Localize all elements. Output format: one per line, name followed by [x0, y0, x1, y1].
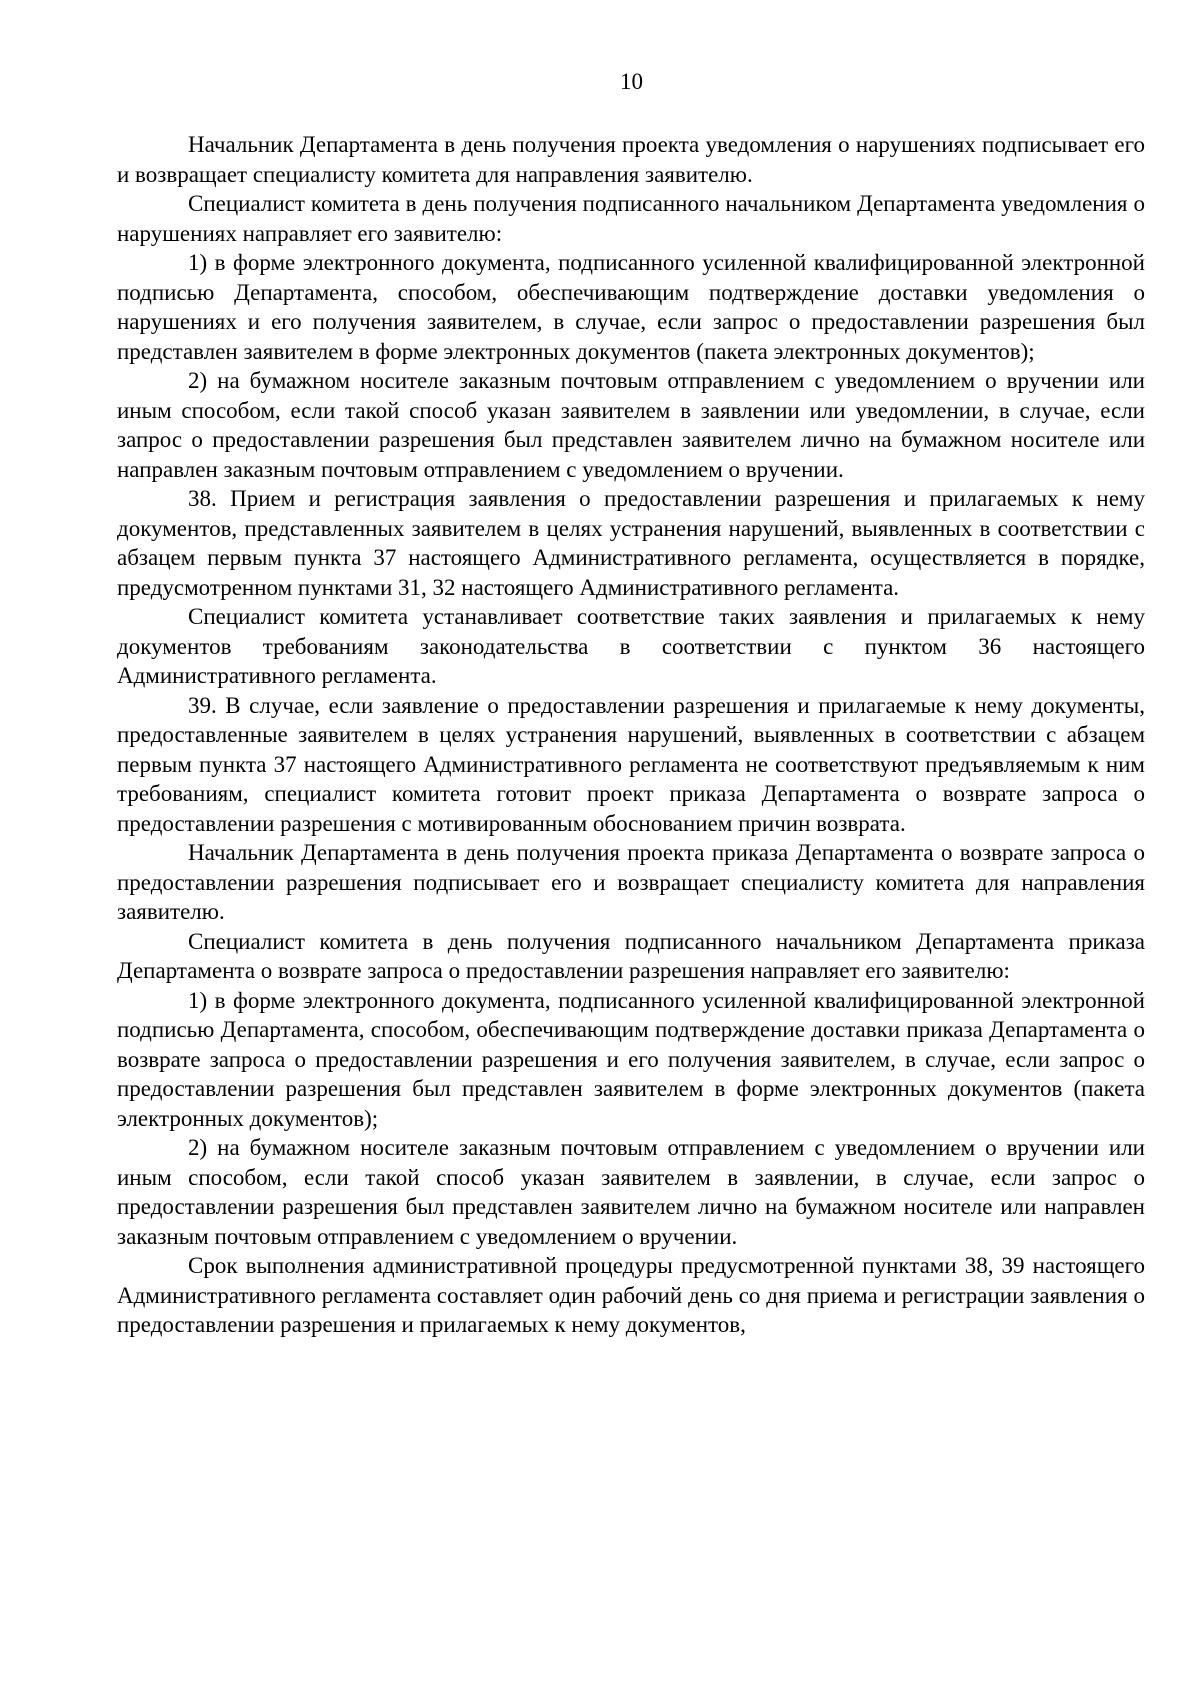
paragraph: 1) в форме электронного документа, подписанного усиленной квалифицированной электронной подписью Департамента, способом, обеспечивающим подтверждение доставки уведомления о нарушениях и его получения заявителем, в случае, если запрос о предоставлении разрешения был представлен заявителем в форме электронных документов (пакета электронных документов); — [117, 250, 1145, 364]
paragraph: 2) на бумажном носителе заказным почтовым отправлением с уведомлением о вручении или иным способом, если такой способ указан заявителем в заявлении, в случае, если запрос о предоставлении разрешения был представлен заявителем лично на бумажном носителе или направлен заказным почтовым отправлением с уведомлением о вручении. — [117, 1135, 1145, 1249]
paragraph: 2) на бумажном носителе заказным почтовым отправлением с уведомлением о вручении или иным способом, если такой способ указан заявителем в заявлении или уведомлении, в случае, если запрос о предоставлении разрешения был представлен заявителем лично на бумажном носителе или направлен заказным почтовым отправлением с уведомлением о вручении. — [117, 368, 1145, 482]
document-body — [117, 130, 1145, 1340]
paragraph: 38. Прием и регистрация заявления о предоставлении разрешения и прилагаемых к нему документов, представленных заявителем в целях устранения нарушений, выявленных в соответствии с абзацем первым пункта 37 настоящего Административного регламента, осуществляется в порядке, предусмотренном пунктами 31, 32 настоящего Административного регламента. — [117, 486, 1145, 600]
paragraph: Специалист комитета в день получения подписанного начальником Департамента приказа Департамента о возврате запроса о предоставлении разрешения направляет его заявителю: — [117, 928, 1145, 983]
paragraph: Специалист комитета устанавливает соответствие таких заявления и прилагаемых к нему документов требованиям законодательства в соответствии с пунктом 36 настоящего Административного регламента. — [117, 604, 1145, 688]
page-number: 10 — [620, 69, 643, 94]
paragraph: Срок выполнения административной процедуры предусмотренной пунктами 38, 39 настоящего Административного регламента составляет один рабочий день со дня приема и регистрации заявления о предоставлении разрешения и прилагаемых к нему документов, — [117, 1253, 1145, 1337]
paragraph: 39. В случае, если заявление о предоставлении разрешения и прилагаемые к нему документы, предоставленные заявителем в целях устранения нарушений, выявленных в соответствии с абзацем первым пункта 37 настоящего Административного регламента не соответствуют предъявляемым к ним требованиям, специалист комитета готовит проект приказа Департамента о возврате запроса о предоставлении разрешения с мотивированным обоснованием причин возврата. — [117, 692, 1145, 836]
paragraph: Специалист комитета в день получения подписанного начальником Департамента уведомления о нарушениях направляет его заявителю: — [117, 191, 1145, 246]
paragraph: 1) в форме электронного документа, подписанного усиленной квалифицированной электронной подписью Департамента, способом, обеспечивающим подтверждение доставки приказа Департамента о возврате запроса о предоставлении разрешения и его получения заявителем, в случае, если запрос о предоставлении разрешения был представлен заявителем в форме электронных документов (пакета электронных документов); — [117, 987, 1145, 1131]
paragraph: Начальник Департамента в день получения проекта приказа Департамента о возврате запроса о предоставлении разрешения подписывает его и возвращает специалисту комитета для направления заявителю. — [117, 840, 1145, 924]
paragraph: Начальник Департамента в день получения проекта уведомления о нарушениях подписывает его и возвращает специалисту комитета для направления заявителю. — [117, 132, 1145, 187]
